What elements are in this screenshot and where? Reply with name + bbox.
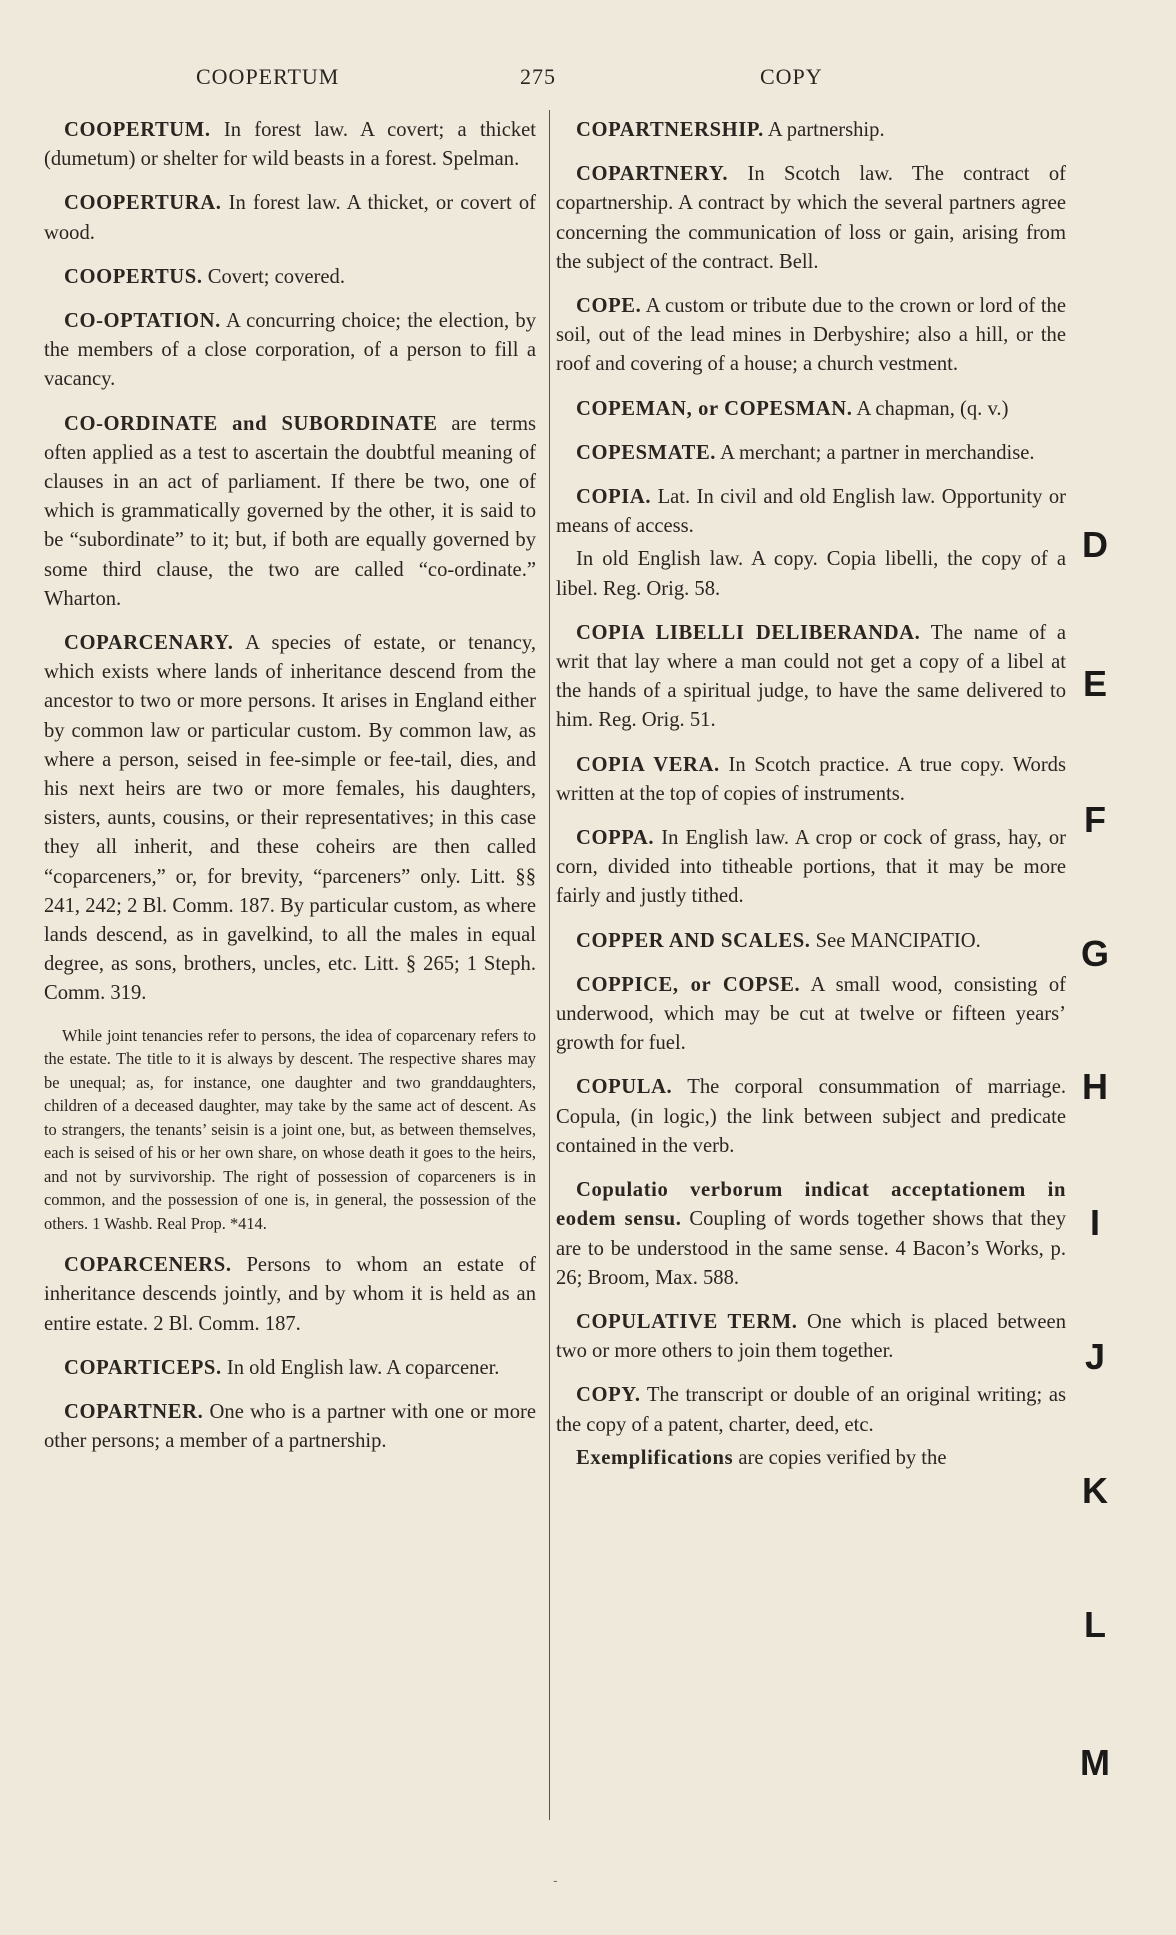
entry-definition: Persons to whom an estate of inheritance descends jointly, and by whom it is held as an entire estate. 2 Bl. Comm. 187. — [44, 1254, 536, 1335]
dictionary-entry — [44, 307, 536, 395]
dictionary-entry — [556, 619, 1066, 736]
dictionary-entry — [556, 1073, 1066, 1161]
dictionary-entry — [556, 1381, 1066, 1439]
entry-definition: In forest law. A thicket, or covert of wood. — [44, 192, 536, 244]
right-column — [556, 116, 1066, 1488]
commentary-paragraph: While joint tenancies refer to persons, the idea of coparcenary refers to the estate. The title to it is always by descent. The respective shares may be unequal; as, for instance, one daughter and two granddaughters, children of a deceased daughter, may take by the same act of descent. As to strangers, the tenants’ seisin is a joint one, but, as between themselves, each is seised of his or her own share, on whose death it goes to the heirs, and not by survivorship. The right of possession of coparceners is in common, and the possession of one is, in general, the possession of the others. 1 Washb. Real Prop. *414. — [44, 1025, 536, 1233]
thumb-index-letter[interactable]: J — [1084, 1336, 1106, 1377]
entry-definition: The transcript or double of an original writing; as the copy of a patent, charter, deed, etc. — [556, 1384, 1066, 1436]
thumb-index-letter[interactable]: M — [1080, 1742, 1110, 1783]
dictionary-entry — [556, 160, 1066, 277]
entry-headword: COPEMAN, or COPESMAN. — [576, 397, 853, 420]
entry-definition: In Scotch law. The contract of copartnership. A contract by which the several partners agree concerning the communication of loss or gain, arising from the subject of the contract. Bell. — [556, 163, 1066, 273]
dictionary-entry — [556, 971, 1066, 1059]
entry-definition: A small wood, consisting of underwood, which may be cut at twelve or fifteen years’ growth for fuel. — [556, 973, 1066, 1055]
entry-headword: COPARCENERS. — [64, 1254, 232, 1277]
entry-definition: are terms often applied as a test to ascertain the doubtful meaning of clauses in an act of parliament. If there be two, one of which is grammatically governed by the other, it is said to be “subordinate” to it; but, if both are equally governed by some third clause, the two are called “co-ordinate.” Wharton. — [44, 412, 536, 610]
dictionary-entry — [44, 189, 536, 247]
entry-headword: COPARTICEPS. — [64, 1356, 222, 1379]
entry-headword: COPE. — [576, 295, 642, 318]
entry-definition: In old English law. A coparcener. — [221, 1356, 500, 1379]
entry-definition: are copies verified by the — [733, 1446, 947, 1469]
entry-headword: COPARTNERSHIP. — [576, 119, 764, 141]
dictionary-entry — [44, 1354, 536, 1383]
entry-headword: CO-OPTATION. — [64, 310, 221, 333]
footer-mark: - — [553, 1873, 558, 1889]
dictionary-entry — [556, 1444, 1066, 1473]
dictionary-entry — [44, 116, 536, 174]
entry-definition: One who is a partner with one or more other persons; a member of a partnership. — [44, 1401, 536, 1453]
entry-definition: A partnership. — [763, 119, 885, 141]
entry-definition: A concurring choice; the election, by the members of a close corporation, of a person to fill a vacancy. — [44, 310, 536, 391]
entry-headword: COPY. — [576, 1384, 641, 1407]
dictionary-entry — [44, 263, 536, 292]
entry-headword: COPPER AND SCALES. — [576, 929, 811, 952]
entry-headword: COPULATIVE TERM. — [576, 1310, 798, 1333]
dictionary-entry — [556, 751, 1066, 809]
running-head-left: COOPERTUM — [196, 64, 340, 89]
entry-headword: COPULA. — [576, 1076, 673, 1099]
entry-headword: Exemplifications — [576, 1446, 734, 1469]
entry-definition: The name of a writ that lay where a man could not get a copy of a libel at the hands of a spiritual judge, to have the same delivered to him. Reg. Orig. 51. — [556, 621, 1066, 732]
entry-definition: In Scotch practice. A true copy. Words written at the top of copies of instruments. — [556, 753, 1066, 805]
dictionary-entry — [556, 824, 1066, 912]
dictionary-entry — [556, 1176, 1066, 1293]
entry-headword: COOPERTUM. — [64, 119, 211, 141]
thumb-index-letter[interactable]: K — [1082, 1470, 1108, 1511]
entry-definition: Coupling of words together shows that they are to be understood in the same sense. 4 Bacon’s Works, p. 26; Broom, Max. 588. — [556, 1208, 1067, 1289]
entry-definition: The corporal consummation of marriage. Copula, (in logic,) the link between subject and predicate contained in the verb. — [556, 1076, 1066, 1157]
entry-definition: In old English law. A copy. Copia libelli, the copy of a libel. Reg. Orig. 58. — [556, 548, 1066, 600]
entry-headword: COPARCENARY. — [64, 632, 234, 655]
entry-definition: In English law. A crop or cock of grass, hay, or corn, divided into titheable portions, that it may be more fairly and justly tithed. — [556, 827, 1066, 908]
entry-definition: One which is placed between two or more others to join them together. — [556, 1310, 1066, 1363]
entry-headword: COPESMATE. — [576, 441, 717, 464]
entry-definition: A species of estate, or tenancy, which exists where lands of inheritance descend from the ancestor to two or more persons. It arises in England either by common law or particular custom. By common law, as where a person, seised in fee-simple or fee-tail, dies, and his next heirs are two or more females, his daughters, sisters, aunts, cousins, or their representatives; in this case they all inherit, and these coheirs are then called “coparceners,” or, for brevity, “parceners” only. Litt. §§ 241, 242; 2 Bl. Comm. 187. By particular custom, as where lands descend, as in gavelkind, to all the males in equal degree, as sons, brothers, uncles, etc. Litt. § 265; 1 Steph. Comm. 319. — [44, 632, 536, 1005]
thumb-index-letter[interactable]: G — [1080, 933, 1109, 974]
entry-definition: A merchant; a partner in merchandise. — [716, 441, 1035, 464]
entry-definition: A chapman, (q. v.) — [852, 397, 1009, 420]
entry-headword: Copulatio verborum indicat acceptationem in eodem sensu. — [556, 1179, 1066, 1231]
column-divider — [549, 110, 550, 1820]
entry-headword: COPARTNER. — [64, 1401, 204, 1423]
entry-definition: Lat. In civil and old English law. Opportunity or means of access. — [556, 486, 1066, 538]
dictionary-entry — [556, 545, 1066, 603]
thumb-index-letter[interactable]: L — [1084, 1604, 1106, 1645]
dictionary-entry — [44, 410, 536, 614]
dictionary-entry — [556, 927, 1066, 956]
left-column — [44, 116, 536, 1471]
entry-headword: COPARTNERY. — [576, 163, 729, 186]
dictionary-entry — [44, 629, 536, 1009]
dictionary-entry — [556, 483, 1066, 541]
dictionary-entry — [44, 1398, 536, 1456]
entry-headword: COPIA VERA. — [576, 753, 720, 776]
thumb-index-letter[interactable]: F — [1084, 799, 1106, 840]
dictionary-entry — [556, 395, 1066, 424]
dictionary-entry — [44, 1251, 536, 1339]
entry-definition: A custom or tribute due to the crown or lord of the soil, out of the lead mines in Derbyshire; also a hill, or the roof and covering of a house; a church vestment. — [556, 295, 1066, 376]
entry-definition: Covert; covered. — [202, 265, 345, 288]
dictionary-entry — [556, 1308, 1066, 1366]
entry-definition: See MANCIPATIO. — [810, 929, 981, 952]
running-head-right: COPY — [760, 64, 823, 89]
entry-headword: CO-ORDINATE and SUBORDINATE — [64, 412, 438, 435]
entry-headword: COPIA. — [576, 486, 652, 509]
running-head — [0, 64, 1176, 94]
entry-headword: COPIA LIBELLI DELIBERANDA. — [576, 621, 921, 644]
thumb-index-letter[interactable]: H — [1082, 1066, 1108, 1107]
entry-headword: COOPERTURA. — [64, 192, 222, 215]
entry-headword: COPPICE, or COPSE. — [576, 973, 801, 996]
entry-headword: COOPERTUS. — [64, 265, 203, 288]
dictionary-entry — [556, 116, 1066, 145]
entry-definition: In forest law. A covert; a thicket (dumetum) or shelter for wild beasts in a forest. Spelman. — [44, 119, 536, 171]
entry-headword: COPPA. — [576, 827, 655, 850]
dictionary-entry — [556, 292, 1066, 380]
page-number: 275 — [520, 64, 556, 89]
thumb-index-letter[interactable]: D — [1082, 524, 1108, 565]
thumb-index-letter[interactable]: I — [1089, 1202, 1100, 1243]
dictionary-entry — [556, 439, 1066, 468]
thumb-index-letter[interactable]: E — [1082, 663, 1107, 704]
